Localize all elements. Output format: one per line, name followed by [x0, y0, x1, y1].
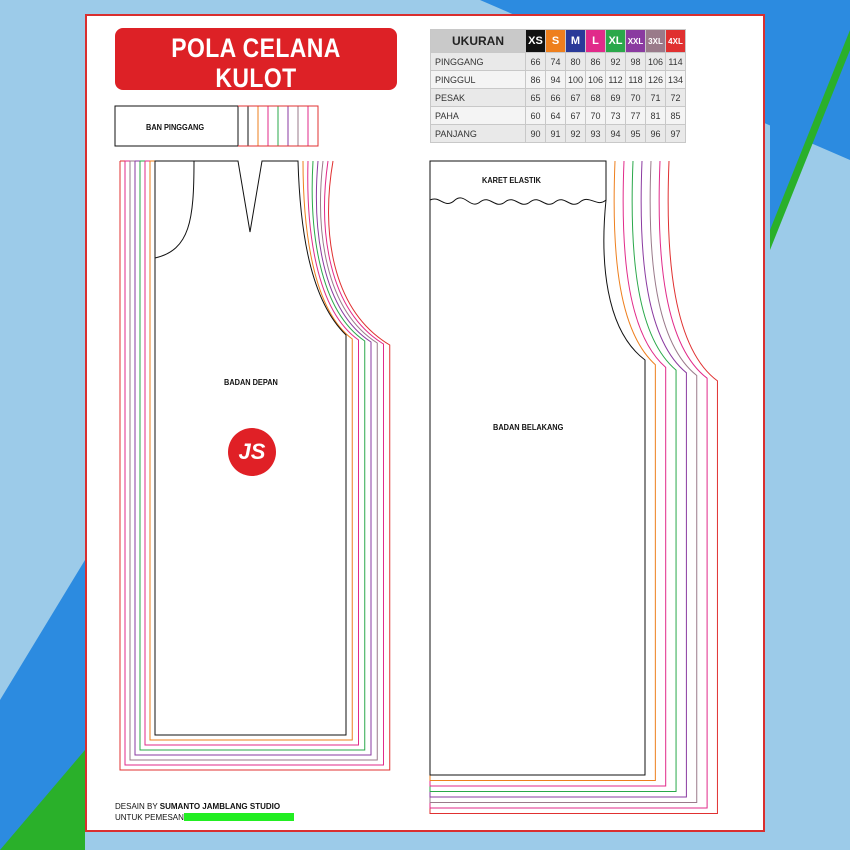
- size-row-label: PANJANG: [431, 125, 526, 143]
- size-value-cell: 71: [646, 89, 666, 107]
- size-value-cell: 66: [546, 89, 566, 107]
- size-value-cell: 92: [606, 53, 626, 71]
- size-value-cell: 73: [606, 107, 626, 125]
- size-header-cell: XL: [606, 30, 626, 53]
- footer-designer-name: SUMANTO JAMBLANG STUDIO: [159, 802, 281, 811]
- size-value-cell: 74: [546, 53, 566, 71]
- size-value-cell: 106: [646, 53, 666, 71]
- size-value-cell: 86: [526, 71, 546, 89]
- size-row-label: PINGGANG: [431, 53, 526, 71]
- size-value-cell: 70: [626, 89, 646, 107]
- size-value-cell: 65: [526, 89, 546, 107]
- footer-designer-prefix: DESAIN BY: [115, 802, 158, 811]
- size-value-cell: 93: [586, 125, 606, 143]
- waistband-size-line: [238, 106, 288, 146]
- size-value-cell: 90: [526, 125, 546, 143]
- back-size-outline: [430, 161, 697, 803]
- back-panel-pattern: [430, 161, 717, 814]
- size-header-label: UKURAN: [431, 30, 526, 53]
- size-value-cell: 118: [626, 71, 646, 89]
- back-size-outline: [430, 161, 686, 797]
- size-value-cell: 72: [666, 89, 686, 107]
- elastic-label: KARET ELASTIK: [482, 176, 541, 185]
- size-value-cell: 80: [566, 53, 586, 71]
- size-value-cell: 70: [586, 107, 606, 125]
- back-size-outline: [430, 161, 717, 814]
- size-value-cell: 98: [626, 53, 646, 71]
- page-subtitle: DESAIN BY SUMANTO JAMBLANG STUDIO: [131, 97, 381, 109]
- size-value-cell: 106: [586, 71, 606, 89]
- waistband-size-line: [238, 106, 268, 146]
- footer-designer: [115, 802, 280, 811]
- size-row-label: PESAK: [431, 89, 526, 107]
- back-panel-outline: [430, 161, 645, 775]
- size-value-cell: 100: [566, 71, 586, 89]
- size-header-cell: M: [566, 30, 586, 53]
- size-row-label: PAHA: [431, 107, 526, 125]
- size-value-cell: 67: [566, 89, 586, 107]
- footer-order: [115, 813, 184, 822]
- size-value-cell: 91: [546, 125, 566, 143]
- size-value-cell: 114: [666, 53, 686, 71]
- size-value-cell: 85: [666, 107, 686, 125]
- page-title: POLA CELANA KULOT: [171, 33, 341, 93]
- size-value-cell: 66: [526, 53, 546, 71]
- size-value-cell: 95: [626, 125, 646, 143]
- size-header-cell: XS: [526, 30, 546, 53]
- back-size-outline: [430, 161, 666, 786]
- size-value-cell: 96: [646, 125, 666, 143]
- size-value-cell: 92: [566, 125, 586, 143]
- size-value-cell: 94: [546, 71, 566, 89]
- size-header-cell: L: [586, 30, 606, 53]
- back-size-outline: [430, 161, 676, 792]
- size-value-cell: 68: [586, 89, 606, 107]
- size-header-cell: XXL: [626, 30, 646, 53]
- waistband-size-line: [238, 106, 248, 146]
- back-size-outline: [430, 161, 655, 781]
- size-value-cell: 60: [526, 107, 546, 125]
- back-panel-label: BADAN BELAKANG: [493, 423, 564, 432]
- size-header-cell: 4XL: [666, 30, 686, 53]
- size-header-cell: 3XL: [646, 30, 666, 53]
- size-value-cell: 64: [546, 107, 566, 125]
- size-value-cell: 81: [646, 107, 666, 125]
- size-value-cell: 86: [586, 53, 606, 71]
- front-pocket-curve: [155, 161, 194, 258]
- footer-order-label: UNTUK PEMESAN: [115, 813, 184, 822]
- size-value-cell: 77: [626, 107, 646, 125]
- front-panel-label: BADAN DEPAN: [224, 378, 278, 387]
- elastic-wave: [430, 198, 606, 204]
- size-value-cell: 67: [566, 107, 586, 125]
- size-header-cell: S: [546, 30, 566, 53]
- size-value-cell: 126: [646, 71, 666, 89]
- size-value-cell: 112: [606, 71, 626, 89]
- size-value-cell: 69: [606, 89, 626, 107]
- size-value-cell: 134: [666, 71, 686, 89]
- size-value-cell: 94: [606, 125, 626, 143]
- size-value-cell: 97: [666, 125, 686, 143]
- js-logo: JS: [228, 428, 276, 476]
- size-row-label: PINGGUL: [431, 71, 526, 89]
- order-name-highlight: [184, 813, 294, 821]
- waistband-label: BAN PINGGANG: [146, 123, 205, 132]
